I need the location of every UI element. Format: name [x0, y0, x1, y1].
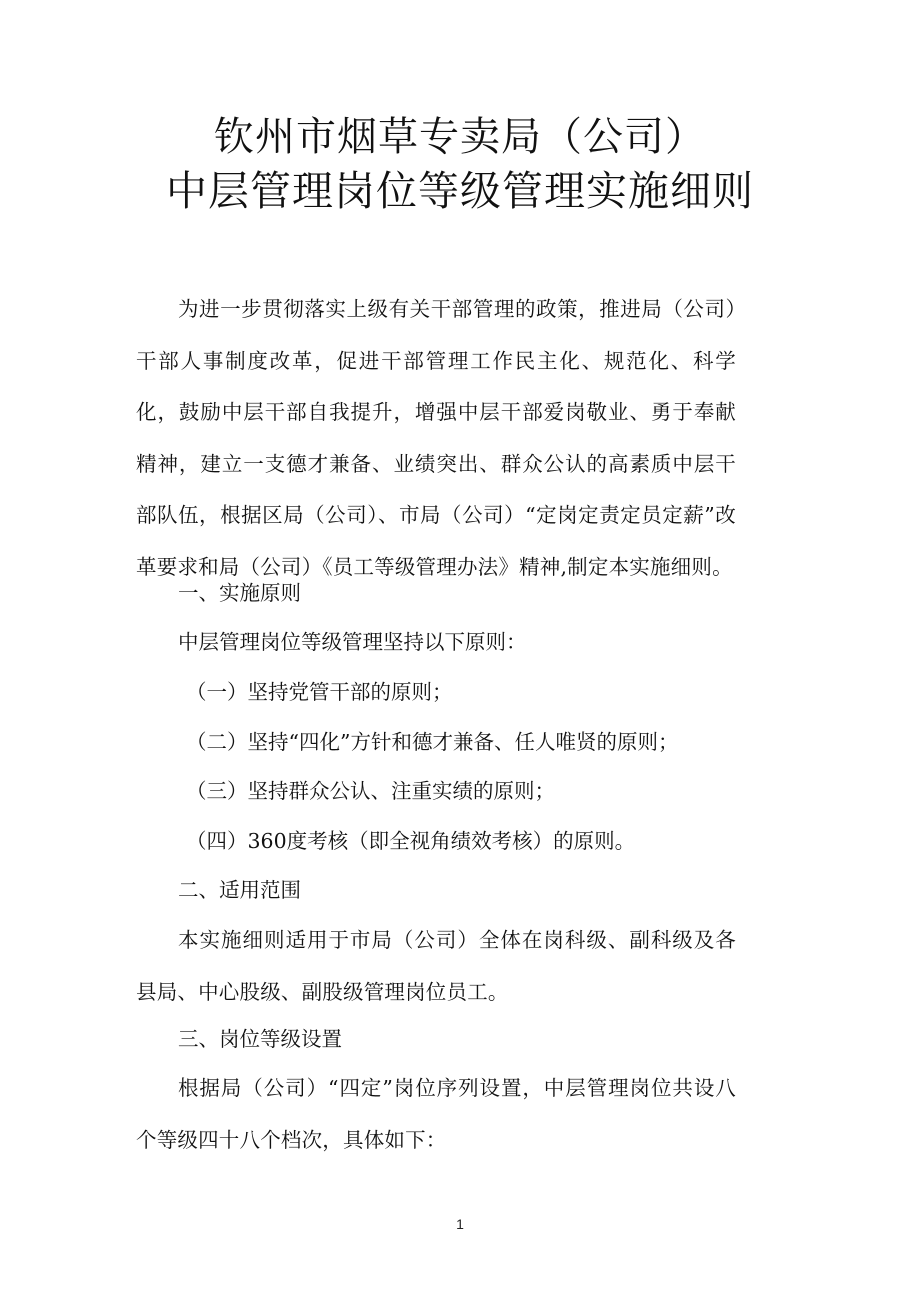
- section1-lead: 中层管理岗位等级管理坚持以下原则：: [178, 630, 527, 654]
- title-line-2: 中层管理岗位等级管理实施细则: [166, 167, 754, 215]
- section1-heading: 一、实施原则: [178, 581, 301, 605]
- section2-body: 本实施细则适用于市局（公司）全体在岗科级、副科级及各县局、中心股级、副股级管理岗位员工。: [136, 928, 736, 1004]
- page-number: 1: [456, 1216, 464, 1232]
- section2-heading: 二、适用范围: [178, 878, 301, 902]
- section3-body: 根据局（公司）“四定”岗位序列设置，中层管理岗位共设八个等级四十八个档次，具体如下：: [136, 1076, 736, 1152]
- principle-item-4: （四）360度考核（即全视角绩效考核）的原则。: [186, 829, 636, 853]
- intro-paragraph: 为进一步贯彻落实上级有关干部管理的政策，推进局（公司）干部人事制度改革，促进干部管理工作民主化、规范化、科学化，鼓励中层干部自我提升，增强中层干部爱岗敬业、勇于奉献精神，建立一支德才兼备、业绩突出、群众公认的高素质中层干部队伍，根据区局（公司）、市局（公司）“定岗定责定员定薪”改革要求和局（公司）《员工等级管理办法》精神,制定本实施细则。: [136, 297, 736, 579]
- principle-item-3: （三）坚持群众公认、注重实绩的原则；: [186, 779, 555, 803]
- section3-heading: 三、岗位等级设置: [178, 1027, 342, 1051]
- principle-item-1: （一）坚持党管干部的原则；: [186, 680, 453, 704]
- title-line-1: 钦州市烟草专卖局（公司）: [214, 114, 706, 160]
- principle-item-2: （二）坚持“四化”方针和德才兼备、任人唯贤的原则；: [186, 730, 679, 754]
